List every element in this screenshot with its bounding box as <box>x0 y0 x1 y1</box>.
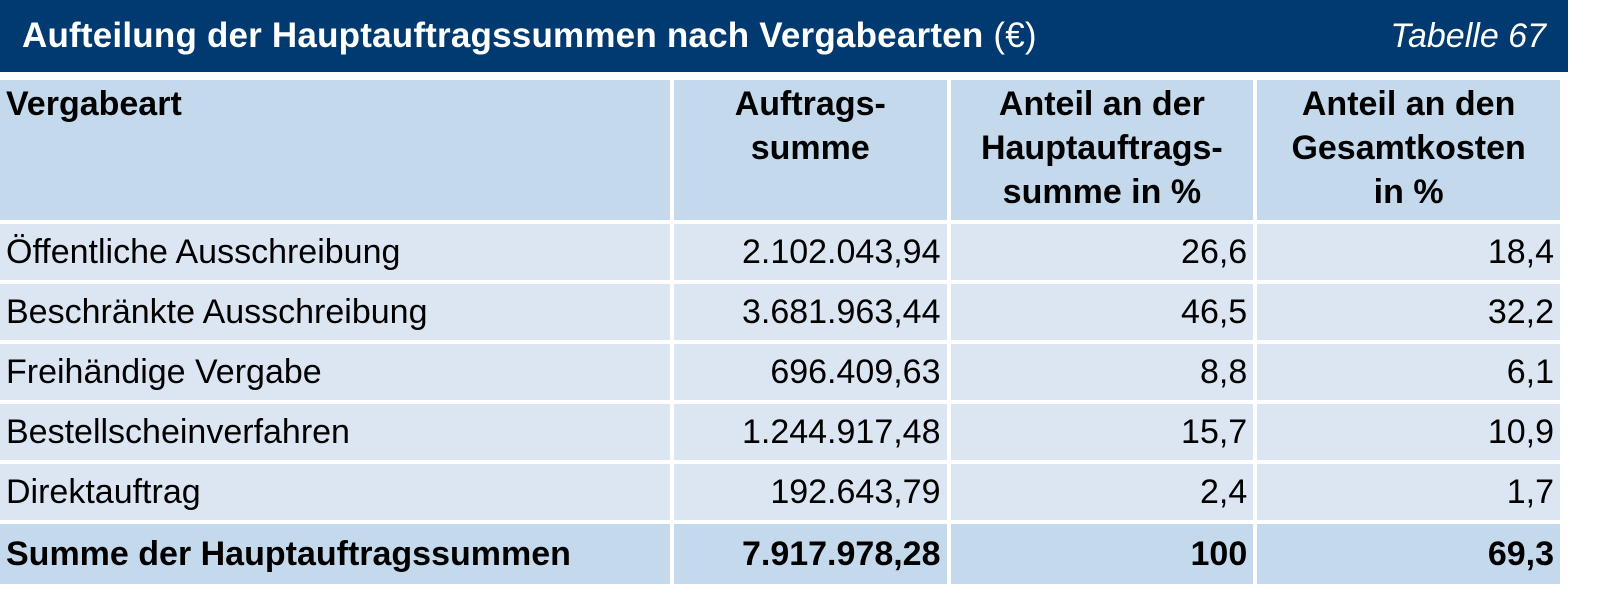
table-total-row <box>0 524 1560 584</box>
header-anteil-gesamt-line: Gesamtkosten <box>1291 129 1526 167</box>
cell-anteil-gesamt: 6,1 <box>1257 344 1560 400</box>
cell-anteil-haupt: 26,6 <box>951 224 1254 280</box>
table-number: Tabelle 67 <box>1390 16 1546 55</box>
header-vergabeart: Vergabeart <box>0 80 670 220</box>
table-header-row <box>0 80 1560 220</box>
header-anteil-hauptauftragssumme <box>951 80 1254 220</box>
cell-anteil-haupt: 46,5 <box>951 284 1254 340</box>
header-anteil-haupt-line: summe in % <box>1002 173 1202 211</box>
cell-auftragssumme: 696.409,63 <box>674 344 946 400</box>
header-auftragssumme <box>674 80 946 220</box>
header-auftragssumme-line: summe <box>750 129 870 167</box>
total-anteil-haupt: 100 <box>951 524 1254 584</box>
table-row <box>0 464 1560 520</box>
header-auftragssumme-line: Auftrags- <box>734 85 886 123</box>
cell-vergabeart: Direktauftrag <box>0 464 670 520</box>
table-title-text: Aufteilung der Hauptauftragssummen nach Vergabearten <box>22 16 984 55</box>
cell-vergabeart: Freihändige Vergabe <box>0 344 670 400</box>
data-table <box>0 76 1564 588</box>
table-title-unit: (€) <box>993 16 1037 55</box>
cell-anteil-haupt: 8,8 <box>951 344 1254 400</box>
header-anteil-gesamt-line: Anteil an den <box>1301 85 1516 123</box>
cell-auftragssumme: 3.681.963,44 <box>674 284 946 340</box>
header-anteil-haupt-line: Hauptauftrags- <box>980 129 1223 167</box>
total-auftragssumme: 7.917.978,28 <box>674 524 946 584</box>
cell-anteil-haupt: 15,7 <box>951 404 1254 460</box>
table-title <box>22 16 1037 56</box>
table-row <box>0 284 1560 340</box>
cell-auftragssumme: 1.244.917,48 <box>674 404 946 460</box>
cell-anteil-gesamt: 18,4 <box>1257 224 1560 280</box>
header-anteil-gesamt-line: in % <box>1373 173 1444 211</box>
total-anteil-gesamt: 69,3 <box>1257 524 1560 584</box>
cell-vergabeart: Öffentliche Ausschreibung <box>0 224 670 280</box>
table-row <box>0 224 1560 280</box>
cell-auftragssumme: 2.102.043,94 <box>674 224 946 280</box>
table-title-bar <box>0 0 1568 72</box>
header-anteil-haupt-line: Anteil an der <box>998 85 1205 123</box>
cell-vergabeart: Beschränkte Ausschreibung <box>0 284 670 340</box>
table-row <box>0 404 1560 460</box>
header-anteil-gesamtkosten <box>1257 80 1560 220</box>
total-label: Summe der Hauptauftragssummen <box>0 524 670 584</box>
cell-anteil-gesamt: 32,2 <box>1257 284 1560 340</box>
cell-anteil-gesamt: 1,7 <box>1257 464 1560 520</box>
cell-anteil-gesamt: 10,9 <box>1257 404 1560 460</box>
cell-vergabeart: Bestellscheinverfahren <box>0 404 670 460</box>
table-row <box>0 344 1560 400</box>
cell-auftragssumme: 192.643,79 <box>674 464 946 520</box>
cell-anteil-haupt: 2,4 <box>951 464 1254 520</box>
